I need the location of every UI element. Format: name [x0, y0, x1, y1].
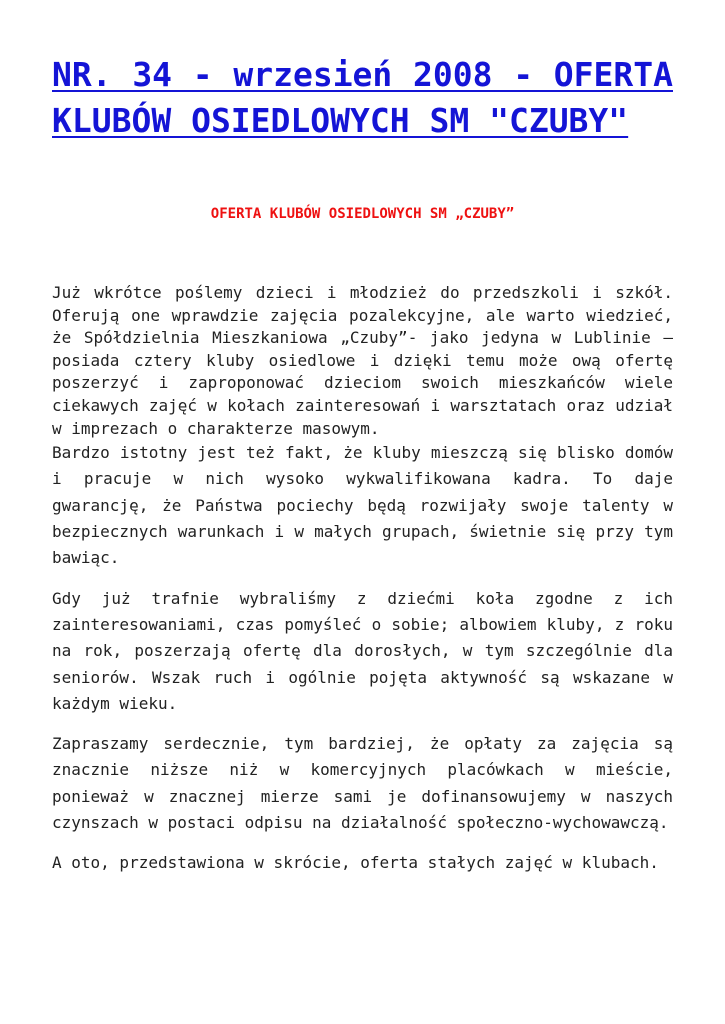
article-subtitle: OFERTA KLUBÓW OSIEDLOWYCH SM „CZUBY” — [210, 206, 515, 222]
paragraph-intro: Już wkrótce poślemy dzieci i młodzież do przedszkoli i szkół. Oferują one wprawdzie zajęcia pozalekcyjne, ale warto wiedzieć, że Spółdzielnia Mieszkaniowa „Czuby”- jako jedyna w Lublinie – posiada cztery kluby osiedlowe i dzięki temu może ową ofertę poszerzyć i zaproponować dzieciom swoich mieszkańców wiele ciekawych zajęć w kołach zainteresowań i warsztatach oraz udział w imprezach o charakterze masowym. — [52, 283, 673, 438]
paragraph-fees: Zapraszamy serdecznie, tym bardziej, że opłaty za zajęcia są znacznie niższe niż w komercyjnych placówkach w mieście, ponieważ w znacznej mierze sami je dofinansowujemy w naszych czynszach w postaci odpisu na działalność społeczno-wychowawczą. — [52, 734, 673, 833]
paragraph-adults-offer: Gdy już trafnie wybraliśmy z dziećmi koła zgodne z ich zainteresowaniami, czas pomyśleć o sobie; albowiem kluby, z roku na rok, poszerzają ofertę dla dorosłych, w tym szczególnie dla seniorów. Wszak ruch i ogólnie pojęta aktywność są wskazane w każdym wieku. — [52, 588, 673, 713]
paragraph-offer-intro: A oto, przedstawiona w skrócie, oferta stałych zajęć w klubach. — [52, 853, 659, 873]
page-title — [52, 52, 673, 144]
title-link[interactable]: NR. 34 - wrzesień 2008 - OFERTA KLUBÓW OSIEDLOWYCH SM "CZUBY" — [52, 55, 673, 140]
paragraph-clubs-location: Bardzo istotny jest też fakt, że kluby mieszczą się blisko domów i pracuje w nich wysoko wykwalifikowana kadra. To daje gwarancję, że Państwa pociechy będą rozwijały swoje talenty w bezpiecznych warunkach i w małych grupach, świetnie się przy tym bawiąc. — [52, 443, 673, 568]
document-page — [52, 52, 673, 877]
